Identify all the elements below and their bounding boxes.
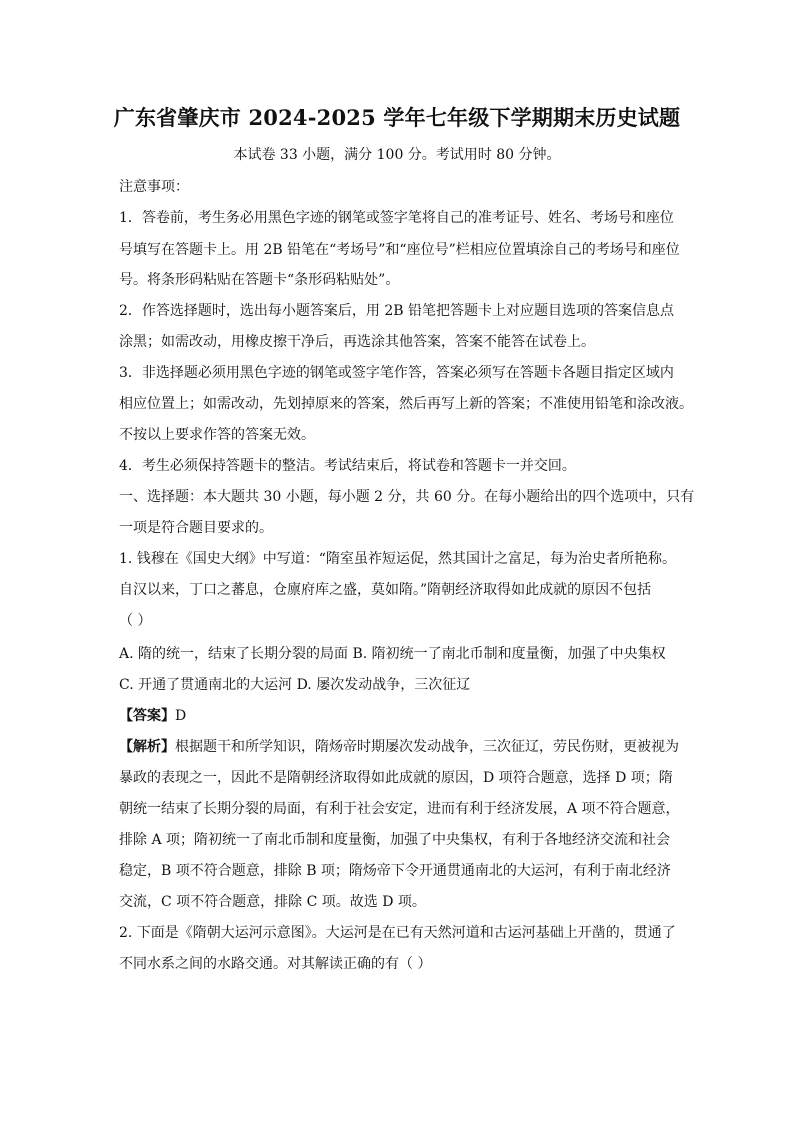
notice-line: 号。将条形码粘贴在答题卡“条形码粘贴处”。 bbox=[119, 272, 400, 288]
question-1-answer bbox=[119, 706, 186, 726]
question-1-analysis-line: 排除 A 项；隋初统一了南北币制和度量衡，加强了中央集权，有利于各地经济交流和社会 bbox=[119, 832, 671, 848]
notice-heading: 注意事项： bbox=[119, 179, 189, 195]
notice-line: 3．非选择题必须用黑色字迹的钢笔或签字笔作答，答案必须写在答题卡各题目指定区域内 bbox=[119, 365, 674, 381]
question-1-analysis-line: 朝统一结束了长期分裂的局面，有利于社会安定，进而有利于经济发展，A 项不符合题意， bbox=[119, 801, 680, 817]
notice-line: 不按以上要求作答的答案无效。 bbox=[119, 427, 315, 443]
notice-line: 涂黑；如需改动，用橡皮擦干净后，再选涂其他答案，答案不能答在试卷上。 bbox=[119, 334, 595, 350]
question-1-answer-blank: （ ） bbox=[119, 613, 152, 629]
analysis-tag: 【解析】 bbox=[119, 739, 175, 755]
notice-line: 2．作答选择题时，选出每小题答案后，用 2B 铅笔把答题卡上对应题目选项的答案信息点 bbox=[119, 303, 675, 319]
notice-line: 相应位置上；如需改动，先划掉原来的答案，然后再写上新的答案；不准使用铅笔和涂改液。 bbox=[119, 396, 693, 412]
answer-tag: 【答案】 bbox=[119, 708, 175, 724]
question-1-stem-line: 自汉以来，丁口之蕃息，仓廪府库之盛，莫如隋。”隋朝经济取得如此成就的原因不包括 bbox=[119, 582, 652, 598]
section-heading-line: 一、选择题：本大题共 30 小题，每小题 2 分，共 60 分。在每小题给出的四个选项中，只有 bbox=[119, 489, 695, 505]
question-1-analysis-line: 交流，C 项不符合题意，排除 C 项。故选 D 项。 bbox=[119, 894, 426, 910]
question-1-options-row: C. 开通了贯通南北的大运河 D. 屡次发动战争，三次征辽 bbox=[119, 677, 471, 693]
question-2-stem-line: 不同水系之间的水路交通。对其解读正确的有（ ） bbox=[119, 956, 432, 972]
notice-line: 4．考生必须保持答题卡的整洁。考试结束后，将试卷和答题卡一并交回。 bbox=[119, 458, 576, 474]
answer-value: D bbox=[175, 708, 187, 724]
section-heading-line: 一项是符合题目要求的。 bbox=[119, 520, 273, 536]
exam-subtitle: 本试卷 33 小题，满分 100 分。考试用时 80 分钟。 bbox=[233, 147, 561, 163]
question-2-stem-line: 2. 下面是《隋朝大运河示意图》。大运河是在已有天然河道和古运河基础上开凿的，贯通了 bbox=[119, 925, 676, 941]
question-1-stem-line: 1. 钱穆在《国史大纲》中写道：“隋室虽祚短运促，然其国计之富足，每为治史者所艳称。 bbox=[119, 551, 676, 567]
analysis-text: 根据题干和所学知识，隋炀帝时期屡次发动战争，三次征辽，劳民伤财，更被视为 bbox=[175, 739, 679, 755]
question-1-analysis-line bbox=[119, 737, 679, 757]
notice-line: 号填写在答题卡上。用 2B 铅笔在“考场号”和“座位号”栏相应位置填涂自己的考场号和座位 bbox=[119, 242, 680, 258]
question-1-options-row: A. 隋的统一，结束了长期分裂的局面 B. 隋初统一了南北币制和度量衡，加强了中央集权 bbox=[119, 646, 666, 662]
page-title: 广东省肇庆市 2024-2025 学年七年级下学期期末历史试题 bbox=[113, 105, 681, 130]
notice-line: 1．答卷前，考生务必用黑色字迹的钢笔或签字笔将自己的准考证号、姓名、考场号和座位 bbox=[119, 210, 674, 226]
question-1-analysis-line: 暴政的表现之一，因此不是隋朝经济取得如此成就的原因，D 项符合题意，选择 D 项；隋 bbox=[119, 770, 673, 786]
question-1-analysis-line: 稳定，B 项不符合题意，排除 B 项；隋炀帝下令开通贯通南北的大运河，有利于南北经济 bbox=[119, 863, 671, 879]
